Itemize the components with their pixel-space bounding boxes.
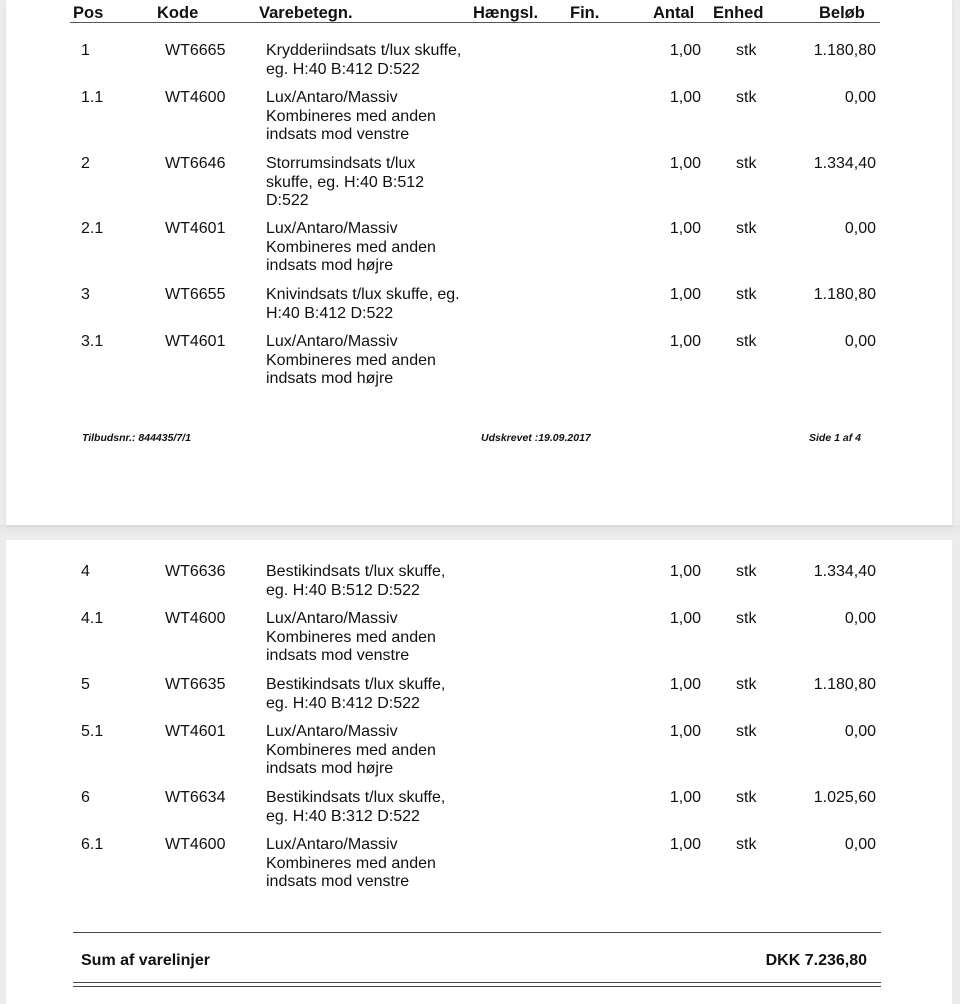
item-code: WT4600 bbox=[165, 610, 226, 627]
item-quantity: 1,00 bbox=[669, 676, 701, 693]
item-quantity: 1,00 bbox=[669, 220, 701, 237]
item-description-line: Lux/Antaro/Massiv bbox=[266, 333, 398, 350]
item-description-line: eg. H:40 B:412 D:522 bbox=[266, 694, 420, 712]
item-description-line: Kombineres med anden bbox=[266, 741, 436, 759]
item-amount: 1.025,60 bbox=[813, 789, 876, 806]
item-quantity: 1,00 bbox=[669, 610, 701, 627]
item-amount: 0,00 bbox=[844, 220, 876, 237]
item-description-line: Kombineres med anden bbox=[266, 351, 436, 369]
item-pos: 6 bbox=[81, 789, 90, 806]
item-unit: stk bbox=[736, 155, 757, 172]
item-amount: 1.334,40 bbox=[813, 155, 876, 172]
offer-number: Tilbudsnr.: 844435/7/1 bbox=[82, 432, 191, 444]
item-unit: stk bbox=[736, 789, 757, 806]
item-description-line: skuffe, eg. H:40 B:512 bbox=[266, 173, 425, 191]
document-page-2[interactable] bbox=[6, 540, 952, 1004]
item-amount: 1.180,80 bbox=[813, 676, 876, 693]
sum-top-rule bbox=[73, 932, 881, 933]
item-description-line: Lux/Antaro/Massiv bbox=[266, 610, 398, 627]
item-amount: 1.334,40 bbox=[813, 563, 876, 580]
item-code: WT4601 bbox=[165, 220, 226, 237]
printed-date: Udskrevet :19.09.2017 bbox=[481, 432, 591, 444]
item-description-line: Krydderiindsats t/lux skuffe, bbox=[266, 42, 462, 59]
item-amount: 0,00 bbox=[844, 836, 876, 853]
header-haengsl: Hængsl. bbox=[473, 4, 539, 22]
item-quantity: 1,00 bbox=[669, 836, 701, 853]
header-antal: Antal bbox=[653, 4, 695, 22]
item-description-line: indsats mod venstre bbox=[266, 126, 410, 143]
item-amount: 0,00 bbox=[844, 610, 876, 627]
item-code: WT4600 bbox=[165, 89, 226, 106]
item-pos: 3.1 bbox=[81, 333, 104, 350]
item-amount: 0,00 bbox=[844, 89, 876, 106]
item-code: WT6665 bbox=[165, 42, 226, 59]
item-description-line: Lux/Antaro/Massiv bbox=[266, 723, 398, 740]
item-code: WT6646 bbox=[165, 155, 226, 172]
item-pos: 5 bbox=[81, 676, 90, 693]
item-description-line: eg. H:40 B:512 D:522 bbox=[266, 581, 420, 599]
item-description-line: D:522 bbox=[266, 192, 309, 209]
item-description-line: eg. H:40 B:412 D:522 bbox=[266, 60, 420, 78]
item-code: WT6636 bbox=[165, 563, 226, 580]
item-quantity: 1,00 bbox=[669, 42, 701, 59]
item-quantity: 1,00 bbox=[669, 723, 701, 740]
item-code: WT4601 bbox=[165, 333, 226, 350]
header-pos: Pos bbox=[73, 4, 104, 22]
item-pos: 1 bbox=[81, 42, 90, 59]
item-description-line: Knivindsats t/lux skuffe, eg. bbox=[266, 286, 460, 303]
header-belob: Beløb bbox=[819, 4, 865, 22]
sum-value: DKK 7.236,80 bbox=[765, 952, 867, 969]
item-description-line: Bestikindsats t/lux skuffe, bbox=[266, 789, 446, 806]
item-description-line: eg. H:40 B:312 D:522 bbox=[266, 807, 420, 825]
item-description-line: Bestikindsats t/lux skuffe, bbox=[266, 563, 446, 580]
item-unit: stk bbox=[736, 836, 757, 853]
page-gap bbox=[0, 525, 960, 540]
item-description-line: Lux/Antaro/Massiv bbox=[266, 89, 398, 106]
header-fin: Fin. bbox=[570, 4, 600, 22]
item-unit: stk bbox=[736, 563, 757, 580]
item-code: WT6634 bbox=[165, 789, 226, 806]
item-code: WT4601 bbox=[165, 723, 226, 740]
item-description-line: Lux/Antaro/Massiv bbox=[266, 836, 398, 853]
item-description-line: Bestikindsats t/lux skuffe, bbox=[266, 676, 446, 693]
item-description-line: indsats mod venstre bbox=[266, 873, 410, 890]
item-description-line: Lux/Antaro/Massiv bbox=[266, 220, 398, 237]
item-description-line: Kombineres med anden bbox=[266, 238, 436, 256]
page-number: Side 1 af 4 bbox=[809, 432, 861, 444]
header-divider bbox=[70, 22, 880, 23]
item-description-line: Kombineres med anden bbox=[266, 107, 436, 125]
item-code: WT4600 bbox=[165, 836, 226, 853]
item-unit: stk bbox=[736, 610, 757, 627]
item-quantity: 1,00 bbox=[669, 563, 701, 580]
header-kode: Kode bbox=[157, 4, 199, 22]
item-code: WT6635 bbox=[165, 676, 226, 693]
item-description-line: indsats mod venstre bbox=[266, 647, 410, 664]
item-description-line: indsats mod højre bbox=[266, 760, 394, 777]
item-quantity: 1,00 bbox=[669, 89, 701, 106]
item-amount: 1.180,80 bbox=[813, 42, 876, 59]
item-quantity: 1,00 bbox=[669, 789, 701, 806]
sum-label: Sum af varelinjer bbox=[81, 952, 210, 969]
item-description-line: Storrumsindsats t/lux bbox=[266, 155, 416, 172]
item-pos: 4 bbox=[81, 563, 90, 580]
document-page-1[interactable] bbox=[6, 0, 952, 525]
item-code: WT6655 bbox=[165, 286, 226, 303]
item-quantity: 1,00 bbox=[669, 333, 701, 350]
header-varebetegn: Varebetegn. bbox=[259, 4, 353, 22]
item-unit: stk bbox=[736, 42, 757, 59]
item-amount: 0,00 bbox=[844, 333, 876, 350]
item-unit: stk bbox=[736, 89, 757, 106]
item-pos: 2.1 bbox=[81, 220, 104, 237]
item-description-line: Kombineres med anden bbox=[266, 628, 436, 646]
item-unit: stk bbox=[736, 676, 757, 693]
item-description-line: H:40 B:412 D:522 bbox=[266, 304, 394, 322]
item-pos: 5.1 bbox=[81, 723, 104, 740]
item-unit: stk bbox=[736, 220, 757, 237]
item-amount: 0,00 bbox=[844, 723, 876, 740]
item-description-line: Kombineres med anden bbox=[266, 854, 436, 872]
item-pos: 2 bbox=[81, 155, 90, 172]
item-amount: 1.180,80 bbox=[813, 286, 876, 303]
item-pos: 4.1 bbox=[81, 610, 104, 627]
item-pos: 3 bbox=[81, 286, 90, 303]
item-unit: stk bbox=[736, 286, 757, 303]
sum-bottom-rule-2 bbox=[73, 986, 881, 987]
item-quantity: 1,00 bbox=[669, 155, 701, 172]
item-description-line: indsats mod højre bbox=[266, 370, 394, 387]
item-unit: stk bbox=[736, 723, 757, 740]
header-enhed: Enhed bbox=[713, 4, 764, 22]
item-description-line: indsats mod højre bbox=[266, 257, 394, 274]
sum-bottom-rule-1 bbox=[73, 982, 881, 983]
item-unit: stk bbox=[736, 333, 757, 350]
item-pos: 6.1 bbox=[81, 836, 104, 853]
item-quantity: 1,00 bbox=[669, 286, 701, 303]
item-pos: 1.1 bbox=[81, 89, 104, 106]
